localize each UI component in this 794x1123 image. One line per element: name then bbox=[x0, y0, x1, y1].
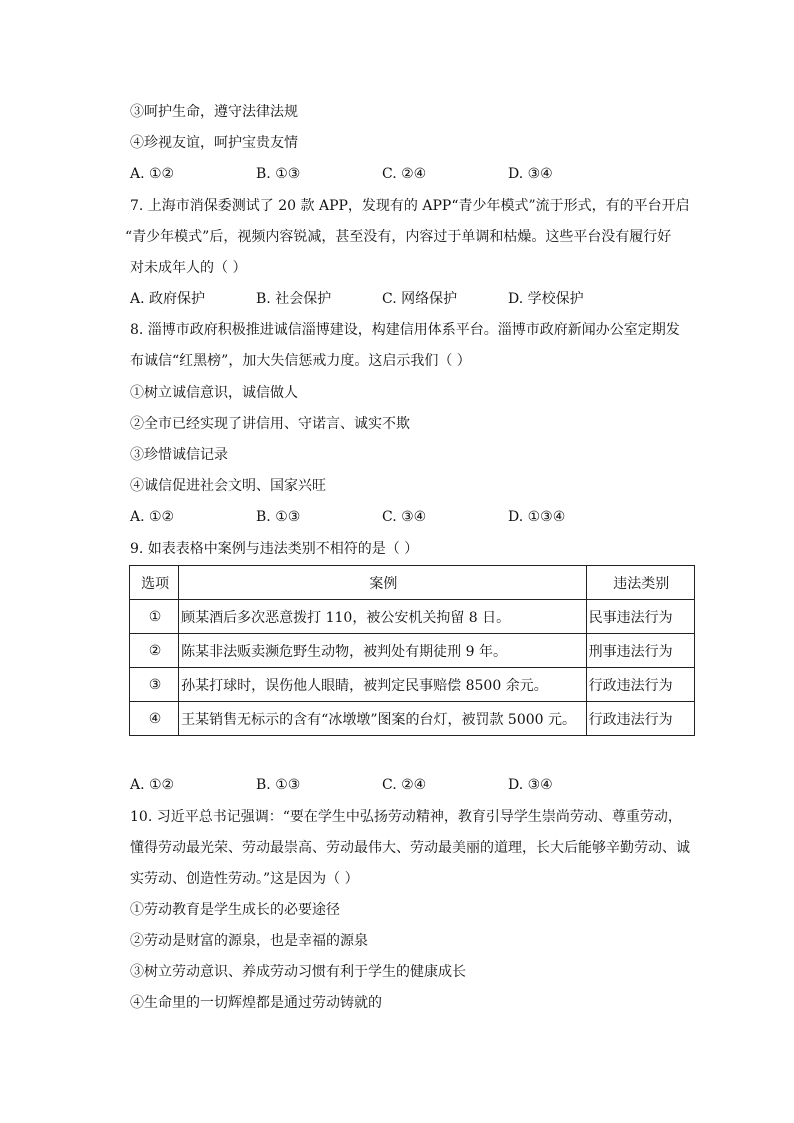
q8-option-a: A. ①② bbox=[130, 509, 175, 525]
q7-option-d: D. 学校保护 bbox=[508, 291, 584, 307]
q6-option-a: A. ①② bbox=[130, 166, 175, 182]
row-option: ② bbox=[130, 634, 179, 668]
q8-item-3: ③珍惜诚信记录 bbox=[130, 447, 228, 463]
table-row bbox=[130, 702, 695, 736]
row-violation-type: 刑事违法行为 bbox=[586, 634, 694, 668]
row-violation-type: 行政违法行为 bbox=[586, 702, 694, 736]
q8-stem-line-1: 8. 淄博市政府积极推进诚信淄博建设，构建信用体系平台。淄博市政府新闻办公室定期发 bbox=[130, 322, 680, 338]
q6-option-c: C. ②④ bbox=[382, 166, 427, 182]
q9-option-b: B. ①③ bbox=[256, 777, 301, 793]
table-header-row bbox=[130, 566, 695, 600]
q7-option-b: B. 社会保护 bbox=[256, 291, 332, 307]
q6-option-d: D. ③④ bbox=[508, 166, 553, 182]
q7-stem-line-2: “青少年模式”后，视频内容锐减，甚至没有，内容过于单调和枯燥。这些平台没有履行好 bbox=[125, 229, 672, 245]
q10-stem-line-3: 实劳动、创造性劳动。”这是因为（ ） bbox=[130, 871, 359, 887]
q8-option-b: B. ①③ bbox=[256, 509, 301, 525]
row-case: 顾某酒后多次恶意拨打 110，被公安机关拘留 8 日。 bbox=[179, 600, 586, 634]
q10-stem-line-1: 10. 习近平总书记强调：“要在学生中弘扬劳动精神，教育引导学生崇尚劳动、尊重劳动， bbox=[130, 809, 682, 825]
q10-item-2: ②劳动是财富的源泉，也是幸福的源泉 bbox=[130, 933, 368, 949]
q7-stem-line-3: 对未成年人的（ ） bbox=[130, 260, 247, 276]
q7-option-c: C. 网络保护 bbox=[382, 291, 458, 307]
row-case: 孙某打球时，误伤他人眼睛，被判定民事赔偿 8500 余元。 bbox=[179, 668, 586, 702]
table-row bbox=[130, 600, 695, 634]
q9-option-c: C. ②④ bbox=[382, 777, 427, 793]
q6-option-b: B. ①③ bbox=[256, 166, 301, 182]
case-table bbox=[129, 565, 695, 736]
row-case: 王某销售无标示的含有“冰墩墩”图案的台灯，被罚款 5000 元。 bbox=[179, 702, 586, 736]
q8-option-c: C. ③④ bbox=[382, 509, 427, 525]
header-case: 案例 bbox=[179, 566, 586, 600]
row-option: ① bbox=[130, 600, 179, 634]
pre-item-3: ③呵护生命，遵守法律法规 bbox=[130, 104, 298, 120]
row-option: ③ bbox=[130, 668, 179, 702]
q9-stem: 9. 如表表格中案例与违法类别不相符的是（ ） bbox=[130, 541, 419, 557]
table-row bbox=[130, 668, 695, 702]
q7-stem-line-1: 7. 上海市消保委测试了 20 款 APP，发现有的 APP“青少年模式”流于形式，有的平台开启 bbox=[130, 198, 690, 214]
header-violation-type: 违法类别 bbox=[586, 566, 694, 600]
q7-option-a: A. 政府保护 bbox=[130, 291, 206, 307]
q10-item-4: ④生命里的一切辉煌都是通过劳动铸就的 bbox=[130, 995, 382, 1011]
q9-option-a: A. ①② bbox=[130, 777, 175, 793]
q8-item-1: ①树立诚信意识，诚信做人 bbox=[130, 385, 298, 401]
row-option: ④ bbox=[130, 702, 179, 736]
q8-stem-line-2: 布诚信“红黑榜”，加大失信惩戒力度。这启示我们（ ） bbox=[130, 353, 471, 369]
q8-option-d: D. ①③④ bbox=[508, 509, 566, 525]
row-violation-type: 行政违法行为 bbox=[586, 668, 694, 702]
q10-item-1: ①劳动教育是学生成长的必要途径 bbox=[130, 902, 340, 918]
q10-item-3: ③树立劳动意识、养成劳动习惯有利于学生的健康成长 bbox=[130, 964, 466, 980]
header-option: 选项 bbox=[130, 566, 179, 600]
q10-stem-line-2: 懂得劳动最光荣、劳动最崇高、劳动最伟大、劳动最美丽的道理，长大后能够辛勤劳动、诚 bbox=[130, 840, 690, 856]
q9-option-d: D. ③④ bbox=[508, 777, 553, 793]
table-row bbox=[130, 634, 695, 668]
row-violation-type: 民事违法行为 bbox=[586, 600, 694, 634]
q8-item-2: ②全市已经实现了讲信用、守诺言、诚实不欺 bbox=[130, 416, 410, 432]
row-case: 陈某非法贩卖濒危野生动物，被判处有期徒刑 9 年。 bbox=[179, 634, 586, 668]
q8-item-4: ④诚信促进社会文明、国家兴旺 bbox=[130, 478, 326, 494]
pre-item-4: ④珍视友谊，呵护宝贵友情 bbox=[130, 135, 298, 151]
